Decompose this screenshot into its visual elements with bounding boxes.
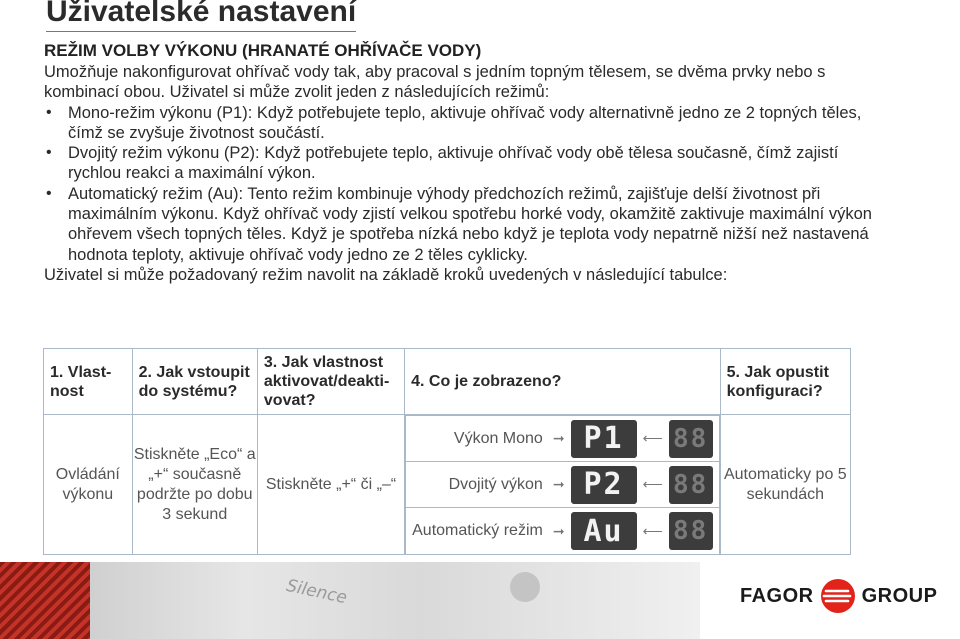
config-table	[43, 348, 851, 555]
toggle-cell: Stiskněte „+“ či „–“	[257, 415, 404, 555]
mode-label: Automatický režim	[412, 522, 543, 540]
intro-paragraph: Umožňuje nakonfigurovat ohřívač vody tak, aby pracoval s jedním topným tělesem, se dvěma prvky nebo s kombinací obou. Uživatel si může zvolit jeden z následujících režimů:	[44, 63, 826, 102]
enter-cell: Stiskněte „Eco“ a „+“ současně podržte po dobu 3 sekund	[132, 415, 257, 555]
table-header: 5. Jak opustit konfiguraci?	[720, 349, 850, 415]
exit-cell: Automaticky po 5 sekundách	[720, 415, 850, 555]
table-header: 4. Co je zobrazeno?	[405, 349, 721, 415]
display-cell	[405, 415, 721, 555]
logo-word-left: FAGOR	[740, 584, 814, 607]
display-blank: 88	[669, 512, 713, 550]
display-blank: 88	[669, 420, 713, 458]
photo-label: Silence	[284, 575, 349, 609]
list-item: • Automatický režim (Au): Tento režim kombinuje výhody předchozích režimů, zajišťuje delší životnost při maximálním výkonu. Když ohřívač vody zjistí velkou spotřebu horké vody, okamžitě zaktivuje maximální výkon ohřevem všech topných těles. Když je spotřeba nízká nebo když je teplota vody nepatrně nižší než nastavená hodnota teploty, aktivuje ohřívač vody jedno ze 2 těles cyklicky.	[44, 184, 874, 265]
feature-cell: Ovládání výkonu	[44, 415, 133, 555]
table-header: 3. Jak vlastnost aktivovat/deakti-vovat?	[257, 349, 404, 415]
display-blank: 88	[669, 466, 713, 504]
product-photo	[0, 562, 700, 639]
table-row	[44, 415, 851, 555]
outro-paragraph: Uživatel si může požadovaný režim navolit na základě kroků uvedených v následující tabulce:	[44, 265, 728, 284]
list-item: • Dvojitý režim výkonu (P2): Když potřebujete teplo, aktivuje ohřívač vody obě tělesa současně, čímž zajistí rychlou reakci a maximální výkon.	[44, 143, 874, 184]
heater-grille	[0, 562, 90, 639]
list-item: • Mono-režim výkonu (P1): Když potřebujete teplo, aktivuje ohřívač vody alternativně jedno ze 2 topných těles, čímž se zvyšuje životnost součástí.	[44, 103, 874, 144]
display-code: P2	[571, 466, 637, 504]
mode-label: Dvojitý výkon	[448, 475, 543, 493]
mode-row-mono	[412, 420, 713, 458]
mode-list	[44, 103, 874, 265]
display-code: P1	[571, 420, 637, 458]
arrow-right-icon: ➞	[552, 476, 565, 493]
arrow-right-icon: ➞	[552, 430, 565, 447]
slide-title: Uživatelské nastavení	[46, 0, 356, 32]
mode-row-auto	[412, 512, 713, 550]
arrow-left-icon: ⟵	[642, 476, 663, 493]
fagor-group-logo	[740, 578, 937, 614]
control-knob	[510, 572, 540, 602]
display-code: Au	[571, 512, 637, 550]
arrow-right-icon: ➞	[552, 522, 565, 539]
table-header: 1. Vlast-nost	[44, 349, 133, 415]
section-heading: REŽIM VOLBY VÝKONU (HRANATÉ OHŘÍVAČE VODY)	[44, 41, 482, 60]
mode-label: Výkon Mono	[453, 429, 543, 447]
arrow-left-icon: ⟵	[642, 430, 663, 447]
logo-word-right: GROUP	[861, 584, 938, 607]
display-list	[405, 415, 720, 554]
mode-row-dual	[412, 466, 713, 504]
arrow-left-icon: ⟵	[642, 522, 663, 539]
fagor-logo-icon	[820, 578, 856, 614]
table-header: 2. Jak vstoupit do systému?	[132, 349, 257, 415]
document-body	[44, 40, 874, 285]
table-header-row	[44, 349, 851, 415]
